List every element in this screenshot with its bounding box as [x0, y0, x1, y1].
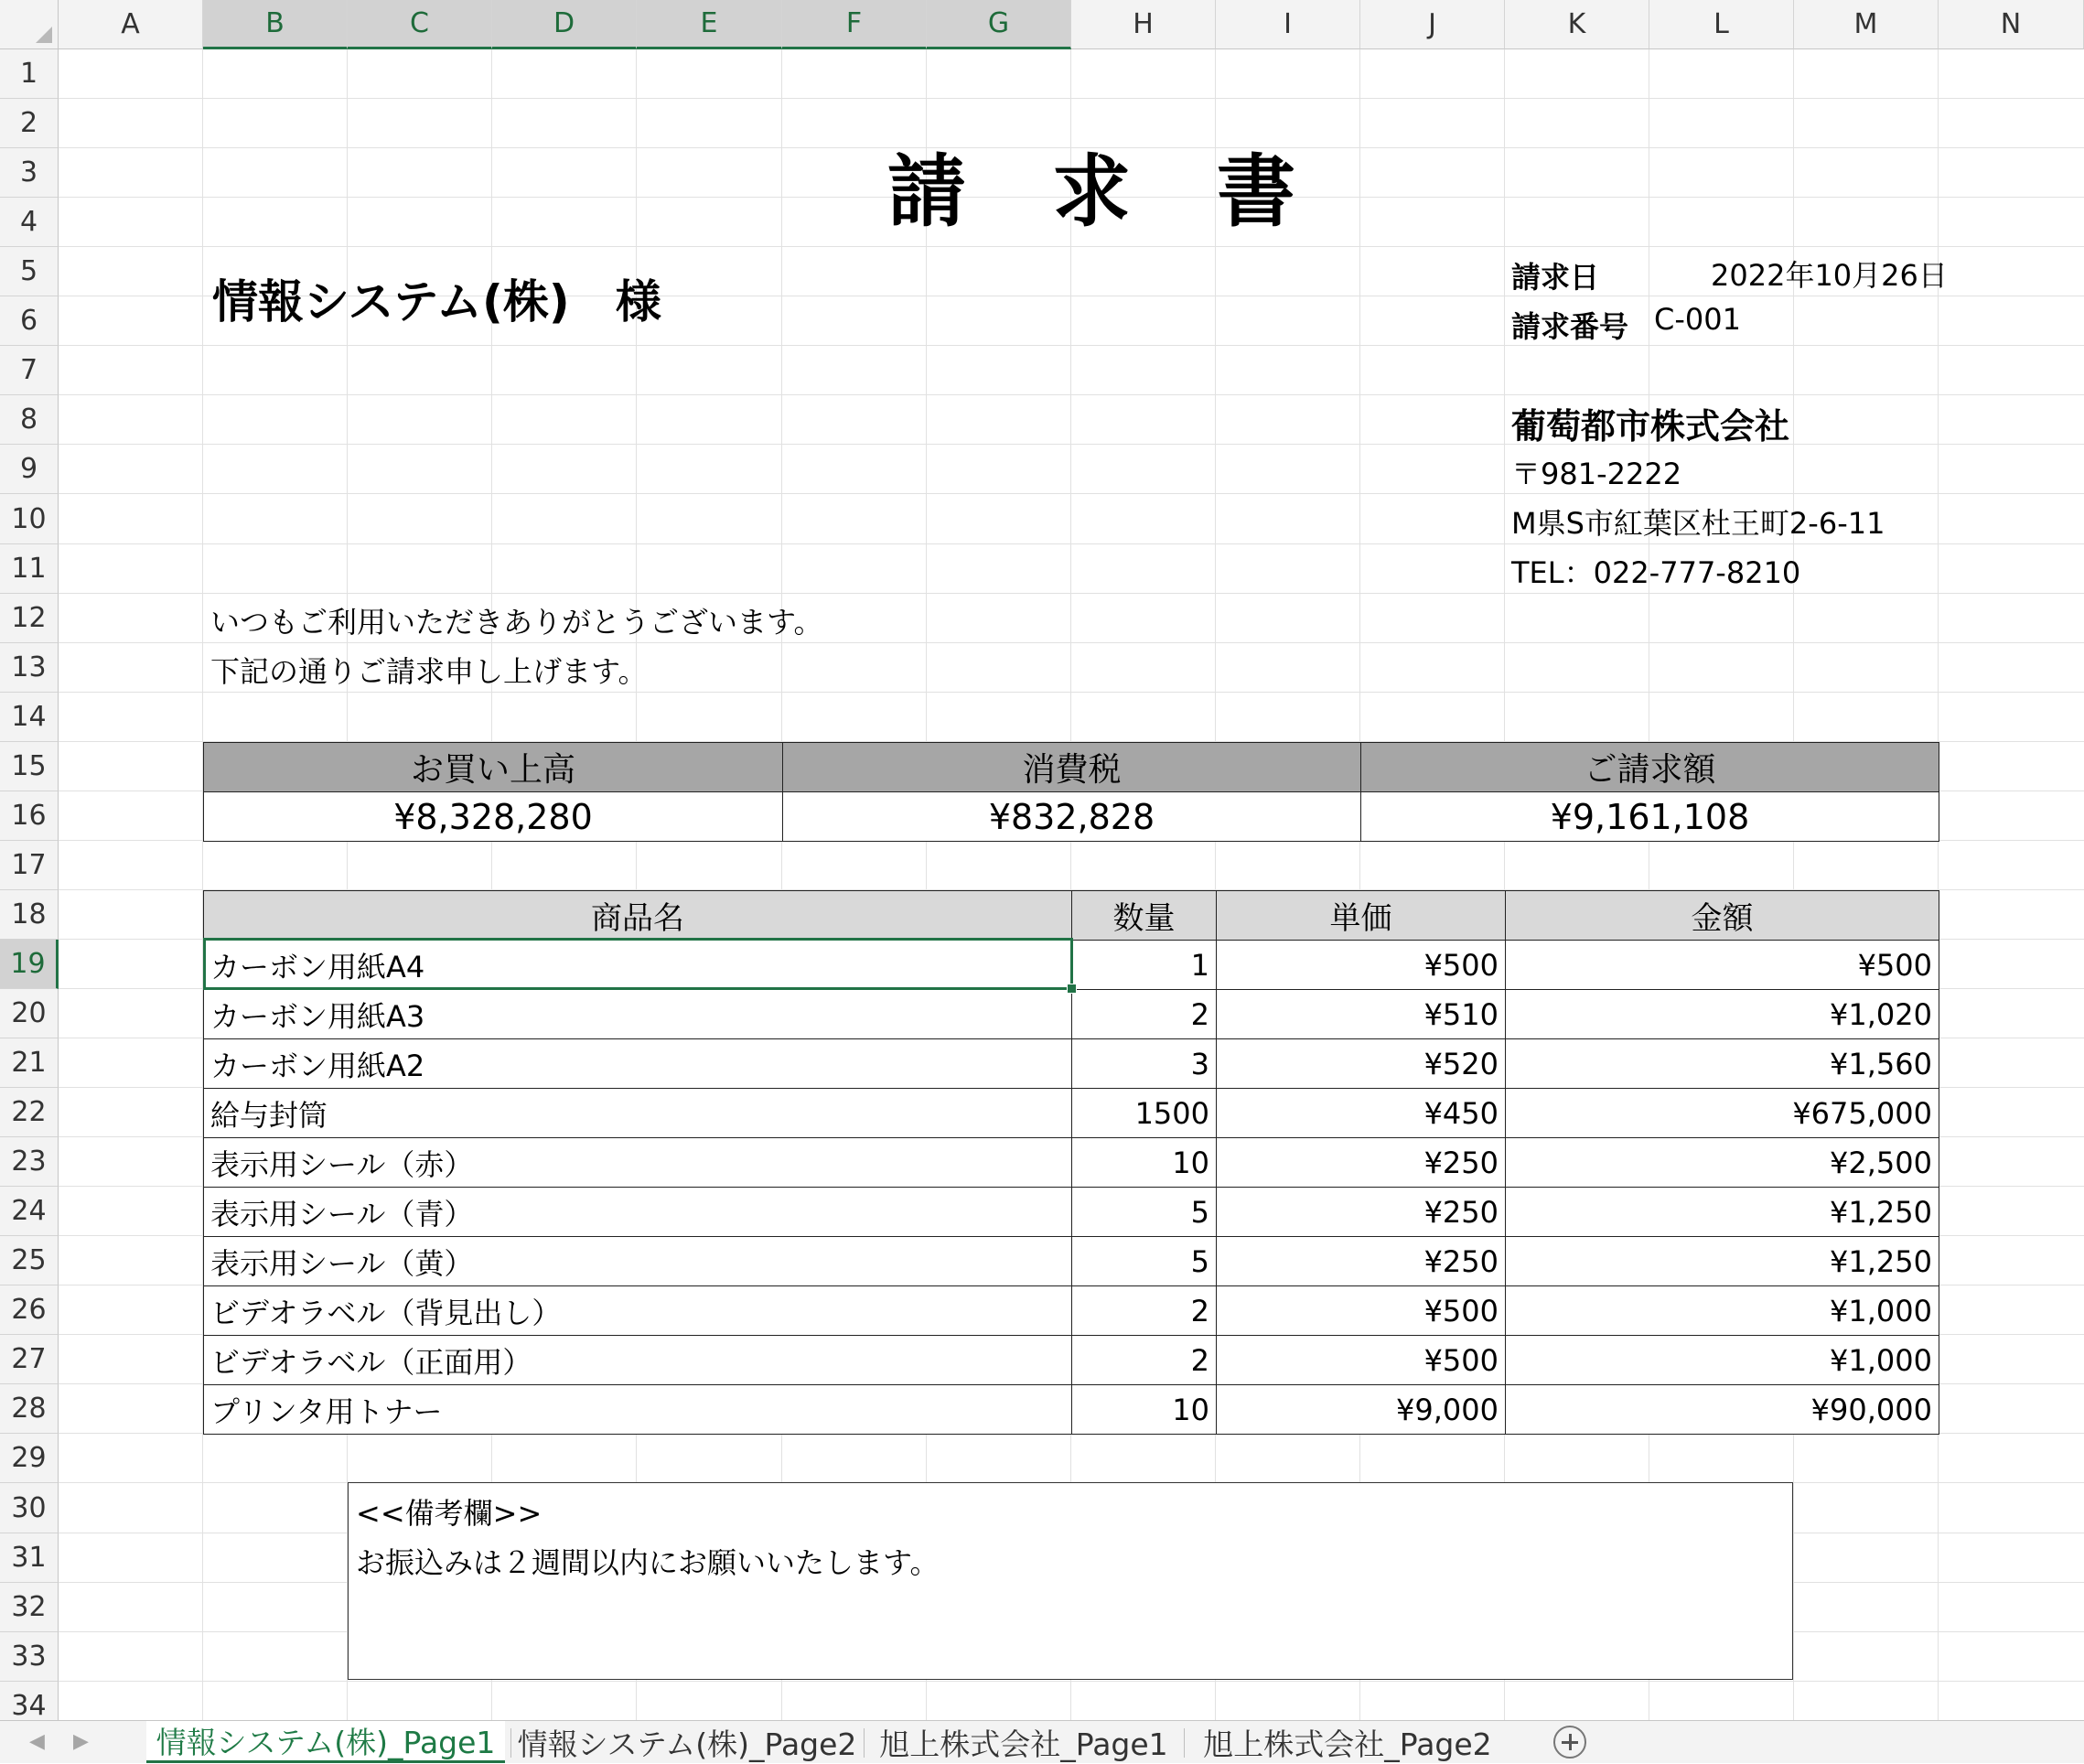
items-header-amount[interactable]: 金額	[1505, 890, 1939, 941]
row-header-14[interactable]: 14	[0, 693, 59, 742]
invoice-number-label: 請求番号	[1511, 309, 1629, 344]
greeting-line-1: いつもご利用いただきありがとうございます。	[210, 605, 823, 640]
row-header-33[interactable]: 33	[0, 1632, 59, 1682]
customer-name: 情報システム(株) 様	[212, 275, 661, 328]
row-header-22[interactable]: 22	[0, 1088, 59, 1137]
item-price[interactable]: ¥9,000	[1216, 1384, 1506, 1435]
row-header-21[interactable]: 21	[0, 1038, 59, 1088]
item-price[interactable]: ¥250	[1216, 1236, 1506, 1286]
item-name[interactable]: カーボン用紙A4	[203, 940, 1072, 990]
item-amount[interactable]: ¥500	[1505, 940, 1939, 990]
row-header-4[interactable]: 4	[0, 198, 59, 247]
issuer-postal-code: 〒981-2222	[1511, 457, 1682, 491]
column-header-m[interactable]: M	[1794, 0, 1939, 49]
row-header-2[interactable]: 2	[0, 99, 59, 148]
column-header-n[interactable]: N	[1939, 0, 2084, 49]
row-header-10[interactable]: 10	[0, 494, 59, 544]
row-header-27[interactable]: 27	[0, 1335, 59, 1384]
row-header-5[interactable]: 5	[0, 247, 59, 296]
items-header-price[interactable]: 単価	[1216, 890, 1506, 941]
item-amount[interactable]: ¥1,020	[1505, 989, 1939, 1039]
item-name[interactable]: カーボン用紙A3	[203, 989, 1072, 1039]
invoice-date-value: 2022年10月26日	[1711, 258, 1948, 293]
remarks-box	[348, 1482, 1793, 1680]
row-header-17[interactable]: 17	[0, 841, 59, 890]
row-header-3[interactable]: 3	[0, 148, 59, 198]
item-name[interactable]: ビデオラベル（背見出し）	[203, 1285, 1072, 1336]
row-header-25[interactable]: 25	[0, 1236, 59, 1285]
select-all-corner[interactable]	[0, 0, 59, 49]
issuer-company-name: 葡萄都市株式会社	[1511, 406, 1790, 446]
item-price[interactable]: ¥250	[1216, 1187, 1506, 1237]
items-header-qty[interactable]: 数量	[1071, 890, 1217, 941]
item-amount[interactable]: ¥1,250	[1505, 1236, 1939, 1286]
invoice-title: 請 求 書	[887, 146, 1299, 238]
row-header-24[interactable]: 24	[0, 1187, 59, 1236]
sheet-tab-1[interactable]: 情報システム(株)_Page1	[146, 1721, 505, 1763]
row-header-28[interactable]: 28	[0, 1384, 59, 1434]
column-header-f[interactable]: F	[782, 0, 927, 49]
row-header-15[interactable]: 15	[0, 742, 59, 791]
item-qty[interactable]: 10	[1071, 1137, 1217, 1188]
items-header-name[interactable]: 商品名	[203, 890, 1072, 941]
column-header-a[interactable]: A	[59, 0, 203, 49]
item-price[interactable]: ¥500	[1216, 1335, 1506, 1385]
item-qty[interactable]: 1500	[1071, 1088, 1217, 1138]
remarks-title: <<備考欄>>	[356, 1496, 542, 1531]
row-header-16[interactable]: 16	[0, 791, 59, 841]
item-amount[interactable]: ¥1,560	[1505, 1038, 1939, 1089]
row-header-26[interactable]: 26	[0, 1285, 59, 1335]
issuer-address: M県S市紅葉区杜王町2-6-11	[1511, 506, 1885, 541]
row-header-7[interactable]: 7	[0, 346, 59, 395]
invoice-number-value: C-001	[1654, 302, 1741, 337]
summary-value-1[interactable]: ¥8,328,280	[203, 791, 783, 842]
item-amount[interactable]: ¥675,000	[1505, 1088, 1939, 1138]
invoice-date-label: 請求日	[1511, 260, 1600, 295]
sheet-tab-2[interactable]: 情報システム(株)_Page2	[517, 1726, 857, 1762]
item-amount[interactable]: ¥1,250	[1505, 1187, 1939, 1237]
column-header-j[interactable]: J	[1360, 0, 1505, 49]
column-header-b[interactable]: B	[203, 0, 348, 49]
summary-header-3[interactable]: ご請求額	[1360, 742, 1939, 792]
row-header-23[interactable]: 23	[0, 1137, 59, 1187]
row-header-12[interactable]: 12	[0, 594, 59, 643]
item-name[interactable]: 給与封筒	[203, 1088, 1072, 1138]
item-price[interactable]: ¥520	[1216, 1038, 1506, 1089]
issuer-tel: TEL：022-777-8210	[1511, 555, 1801, 590]
item-qty[interactable]: 10	[1071, 1384, 1217, 1435]
item-qty[interactable]: 5	[1071, 1236, 1217, 1286]
row-header-31[interactable]: 31	[0, 1533, 59, 1583]
item-price[interactable]: ¥450	[1216, 1088, 1506, 1138]
row-header-18[interactable]: 18	[0, 890, 59, 940]
item-price[interactable]: ¥500	[1216, 940, 1506, 990]
item-name[interactable]: カーボン用紙A2	[203, 1038, 1072, 1089]
item-name[interactable]: ビデオラベル（正面用）	[203, 1335, 1072, 1385]
item-amount[interactable]: ¥90,000	[1505, 1384, 1939, 1435]
row-header-34[interactable]: 34	[0, 1682, 59, 1720]
row-header-6[interactable]: 6	[0, 296, 59, 346]
item-name[interactable]: 表示用シール（青）	[203, 1187, 1072, 1237]
row-header-32[interactable]: 32	[0, 1583, 59, 1632]
summary-value-3[interactable]: ¥9,161,108	[1360, 791, 1939, 842]
item-qty[interactable]: 2	[1071, 1285, 1217, 1336]
chevron-right-icon[interactable]: ▶	[73, 1730, 89, 1753]
row-header-8[interactable]: 8	[0, 395, 59, 445]
fill-handle[interactable]	[1067, 984, 1077, 994]
summary-value-2[interactable]: ¥832,828	[782, 791, 1361, 842]
item-qty[interactable]: 2	[1071, 989, 1217, 1039]
sheet-tab-bar	[0, 1720, 2084, 1763]
row-header-20[interactable]: 20	[0, 989, 59, 1038]
column-header-k[interactable]: K	[1505, 0, 1649, 49]
item-qty[interactable]: 2	[1071, 1335, 1217, 1385]
sheet-tab-3[interactable]: 旭上株式会社_Page1	[879, 1726, 1168, 1762]
row-header-13[interactable]: 13	[0, 643, 59, 693]
row-header-19[interactable]: 19	[0, 940, 59, 989]
column-header-d[interactable]: D	[492, 0, 637, 49]
row-header-11[interactable]: 11	[0, 544, 59, 594]
row-header-29[interactable]: 29	[0, 1434, 59, 1483]
tab-separator	[1184, 1728, 1185, 1758]
item-qty[interactable]: 3	[1071, 1038, 1217, 1089]
summary-header-2[interactable]: 消費税	[782, 742, 1361, 792]
item-amount[interactable]: ¥1,000	[1505, 1335, 1939, 1385]
selected-cell-b19[interactable]	[203, 938, 1073, 990]
item-qty[interactable]: 1	[1071, 940, 1217, 990]
item-price[interactable]: ¥510	[1216, 989, 1506, 1039]
greeting-line-2: 下記の通りご請求申し上げます。	[210, 654, 648, 689]
row-header-30[interactable]: 30	[0, 1483, 59, 1533]
column-header-l[interactable]: L	[1649, 0, 1794, 49]
item-qty[interactable]: 5	[1071, 1187, 1217, 1237]
column-header-e[interactable]: E	[637, 0, 782, 49]
item-name[interactable]: 表示用シール（黄）	[203, 1236, 1072, 1286]
tab-separator	[510, 1728, 511, 1758]
column-header-c[interactable]: C	[348, 0, 492, 49]
item-name[interactable]: 表示用シール（赤）	[203, 1137, 1072, 1188]
sheet-tab-4[interactable]: 旭上株式会社_Page2	[1203, 1726, 1492, 1762]
item-price[interactable]: ¥250	[1216, 1137, 1506, 1188]
item-amount[interactable]: ¥1,000	[1505, 1285, 1939, 1336]
column-header-i[interactable]: I	[1216, 0, 1360, 49]
column-header-h[interactable]: H	[1071, 0, 1216, 49]
row-header-9[interactable]: 9	[0, 445, 59, 494]
remarks-text: お振込みは２週間以内にお願いいたします。	[356, 1545, 940, 1580]
item-name[interactable]: プリンタ用トナー	[203, 1384, 1072, 1435]
column-header-g[interactable]: G	[927, 0, 1071, 49]
item-amount[interactable]: ¥2,500	[1505, 1137, 1939, 1188]
chevron-left-icon[interactable]: ◀	[29, 1730, 45, 1753]
summary-header-1[interactable]: お買い上高	[203, 742, 783, 792]
row-header-1[interactable]: 1	[0, 49, 59, 99]
plus-circle-icon[interactable]	[1553, 1726, 1586, 1759]
tab-separator	[864, 1728, 865, 1758]
item-price[interactable]: ¥500	[1216, 1285, 1506, 1336]
